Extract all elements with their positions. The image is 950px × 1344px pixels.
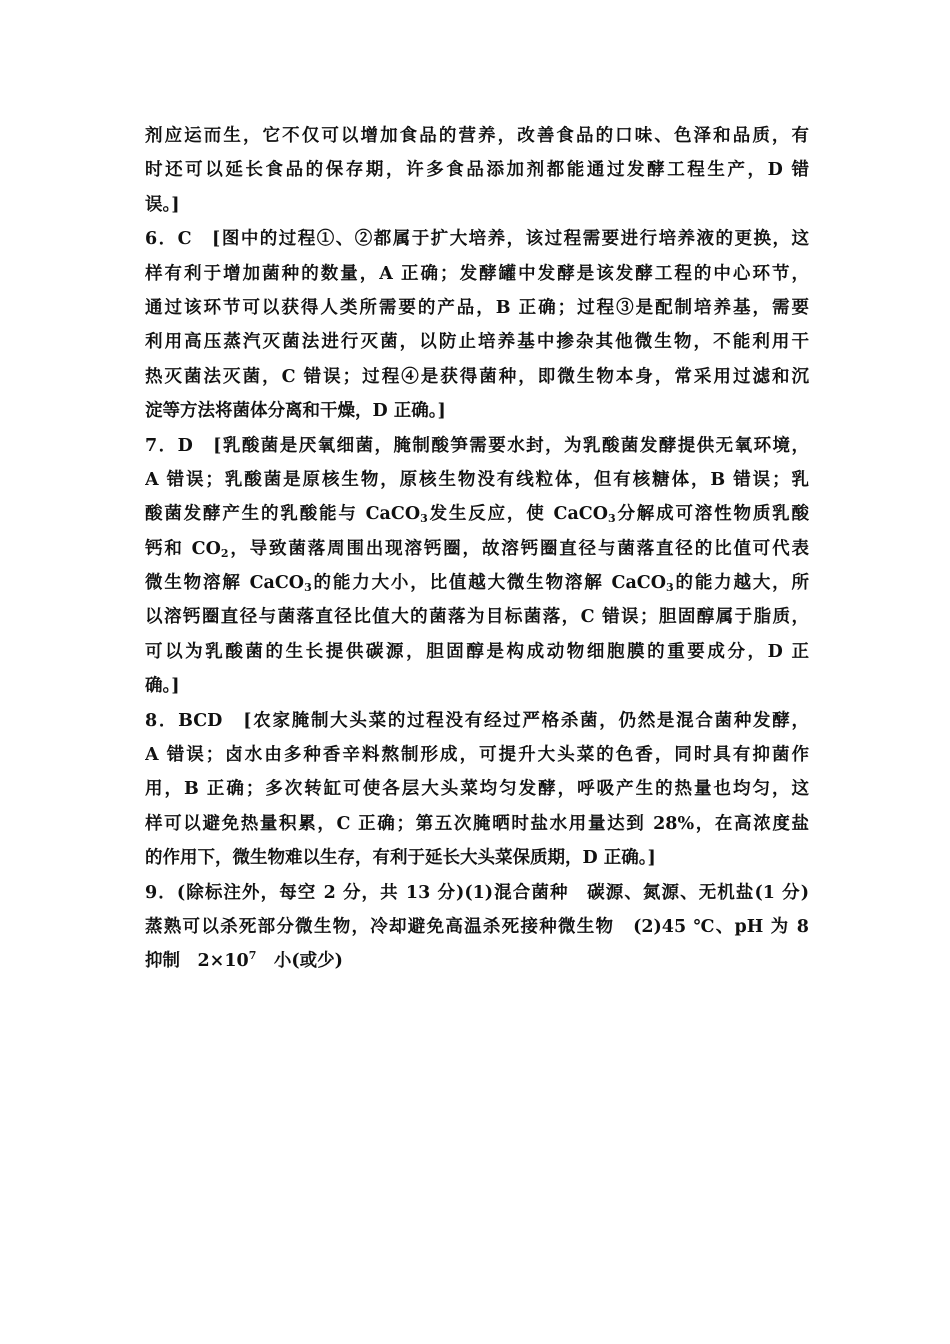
answer-6: 6．C [图中的过程①、②都属于扩大培养，该过程需要进行培养液的更换，这: [145, 229, 809, 250]
text-line: 利用高压蒸汽灭菌法进行灭菌，以防止培养基中掺杂其他微生物，不能利用干: [145, 332, 809, 353]
text-line: [145, 497, 809, 531]
text-line: [145, 944, 809, 978]
text-line: [145, 566, 809, 600]
text-line: 剂应运而生，它不仅可以增加食品的营养，改善食品的口味、色泽和品质，有: [145, 126, 809, 146]
text-line: 用，B 正确；多次转缸可使各层大头菜均匀发酵，呼吸产生的热量也均匀，这: [145, 779, 809, 800]
text-line: 通过该环节可以获得人类所需要的产品，B 正确；过程③是配制培养基，需要: [145, 297, 809, 318]
text-run: 钙和 CO: [145, 538, 221, 559]
text-line: 可以为乳酸菌的生长提供碳源，胆固醇是构成动物细胞膜的重要成分，D 正: [145, 641, 809, 662]
subscript: 3: [607, 512, 616, 526]
text-run: ，导致菌落周围出现溶钙圈，故溶钙圈直径与菌落直径的比值可代表: [228, 538, 809, 559]
text-line: 以溶钙圈直径与菌落直径比值大的菌落为目标菌落，C 错误；胆固醇属于脂质，: [145, 607, 809, 628]
text-line: A 错误；卤水由多种香辛料熬制形成，可提升大头菜的色香，同时具有抑菌作: [145, 745, 809, 766]
text-run: 分解成可溶性物质乳酸: [615, 504, 809, 525]
answer-7: 7．D [乳酸菌是厌氧细菌，腌制酸笋需要水封，为乳酸菌发酵提供无氧环境，: [145, 435, 809, 456]
answer-text: [145, 119, 809, 979]
text-run: 酸菌发酵产生的乳酸能与 CaCO: [145, 504, 421, 525]
text-run: 小(或少): [256, 951, 343, 972]
text-line: 时还可以延长食品的保存期，许多食品添加剂都能通过发酵工程生产，D 错: [145, 160, 809, 181]
subscript: 3: [665, 581, 674, 595]
answer-9: 9．(除标注外，每空 2 分，共 13 分)(1)混合菌种 碳源、氮源、无机盐(1 分): [145, 882, 809, 903]
text-line: 热灭菌法灭菌，C 错误；过程④是获得菌种，即微生物本身，常采用过滤和沉: [145, 366, 809, 387]
text-line: 样可以避免热量积累，C 正确；第五次腌晒时盐水用量达到 28%，在高浓度盐: [145, 813, 809, 834]
text-line: [145, 532, 809, 566]
subscript: 3: [304, 581, 312, 595]
text-line: 样有利于增加菌种的数量，A 正确；发酵罐中发酵是该发酵工程的中心环节，: [145, 263, 809, 284]
text-line: 淀等方法将菌体分离和干燥，D 正确。]: [145, 401, 446, 422]
answer-8: 8．BCD [农家腌制大头菜的过程没有经过严格杀菌，仍然是混合菌种发酵，: [145, 710, 809, 731]
text-line: A 错误；乳酸菌是原核生物，原核生物没有线粒体，但有核糖体，B 错误；乳: [145, 469, 809, 490]
text-line: 确。]: [145, 676, 180, 697]
text-run: 的能力大小，比值越大微生物溶解 CaCO: [311, 573, 666, 594]
subscript: 3: [420, 512, 428, 526]
text-run: 微生物溶解 CaCO: [145, 573, 305, 594]
text-line: 的作用下，微生物难以生存，有利于延长大头菜保质期，D 正确。]: [145, 848, 656, 869]
subscript: 2: [220, 546, 229, 560]
text-line: 误。]: [145, 194, 180, 215]
text-run: 的能力越大，所: [673, 573, 809, 594]
text-run: 抑制 2×10: [145, 951, 249, 972]
superscript: 7: [248, 949, 257, 963]
text-run: 发生反应，使 CaCO: [427, 504, 608, 525]
text-line: 蒸熟可以杀死部分微生物，冷却避免高温杀死接种微生物 (2)45 ℃、pH 为 8: [145, 916, 809, 937]
